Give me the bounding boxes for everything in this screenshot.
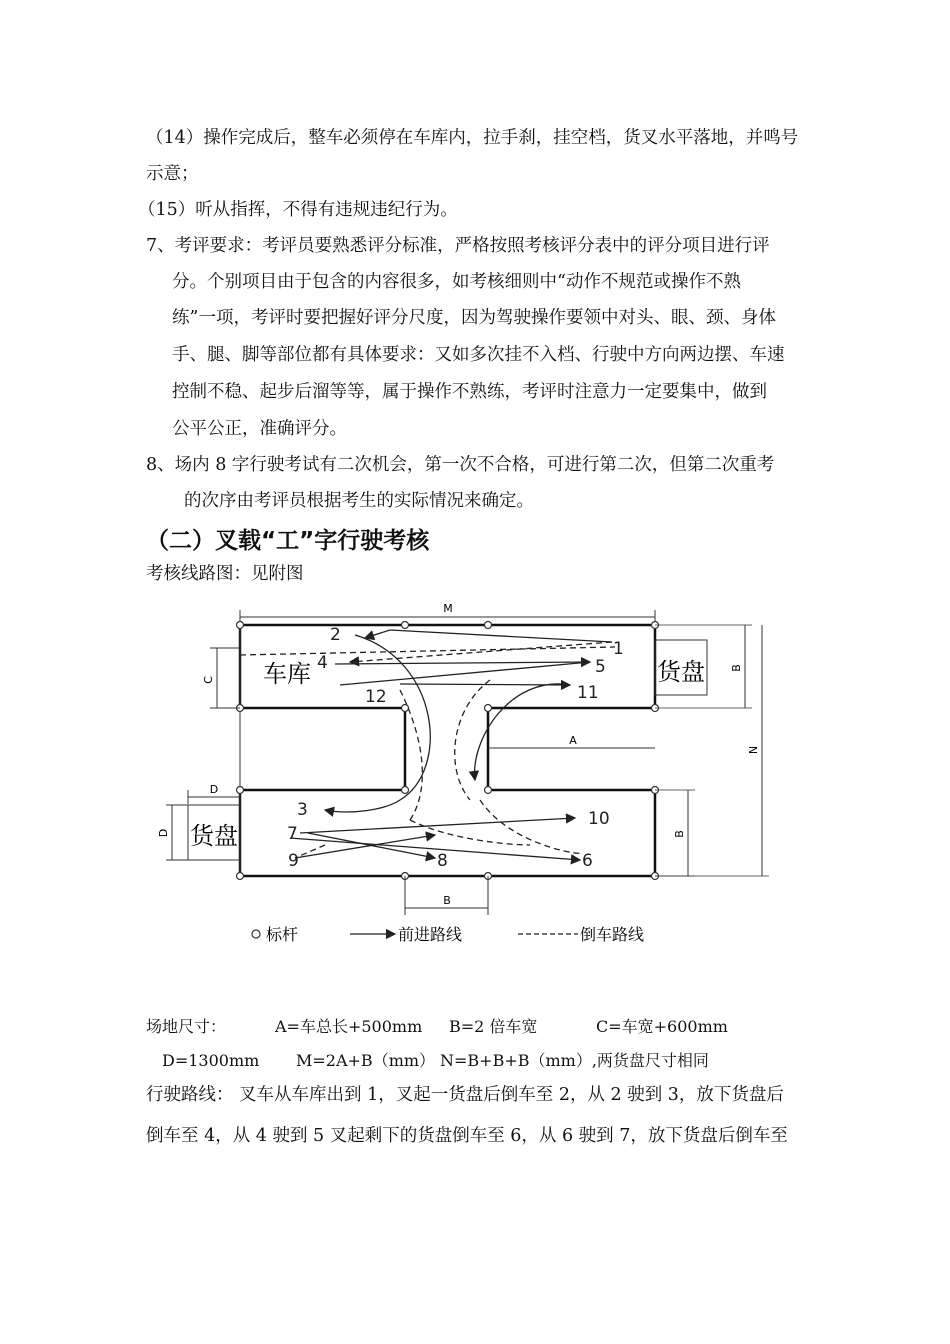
item15-line: （15）听从指挥，不得有违规违纪行为。 xyxy=(138,200,458,220)
dim-c xyxy=(202,648,240,708)
dim-a xyxy=(488,734,655,748)
dim-a-label: A xyxy=(569,734,577,747)
pallet-left-label: 货盘 xyxy=(190,822,238,850)
dim-b-base-label: B xyxy=(443,894,451,907)
item7-line1: 7、考评要求：考评员要熟悉评分标准，严格按照考核评分表中的评分项目进行评 xyxy=(146,236,770,256)
legend-reverse-label: 倒车路线 xyxy=(580,925,645,944)
dim-c-text: C=车宽+600mm xyxy=(596,1017,728,1036)
dim-b-top-label: B xyxy=(730,664,743,672)
dim-m xyxy=(240,602,655,626)
item8-line1: 8、场内 8 字行驶考试有二次机会，第一次不合格，可进行第二次，但第二次重考 xyxy=(146,455,775,475)
dim-b-base xyxy=(405,876,488,915)
item14-line1: （14）操作完成后，整车必须停在车库内，拉手刹，挂空档，货叉水平落地，并鸣号 xyxy=(146,128,799,148)
point-3: 3 xyxy=(297,800,308,820)
section-heading: （二）叉载“工”字行驶考核 xyxy=(146,528,430,554)
legend-forward-label: 前进路线 xyxy=(398,925,463,944)
point-11: 11 xyxy=(577,683,599,703)
dim-b-bottom xyxy=(655,790,695,876)
point-7: 7 xyxy=(287,824,298,844)
item7-line2: 分。个别项目由于包含的内容很多，如考核细则中“动作不规范或操作不熟 xyxy=(172,272,741,292)
pallet-right-label: 货盘 xyxy=(657,658,705,686)
point-4: 4 xyxy=(317,653,328,673)
item7-line3: 练”一项，考评时要把握好评分尺度，因为驾驶操作要领中对头、眼、颈、身体 xyxy=(172,308,776,328)
item7-line5: 控制不稳、起步后溜等等，属于操作不熟练，考评时注意力一定要集中，做到 xyxy=(172,382,767,402)
item8-line2: 的次序由考评员根据考生的实际情况来确定。 xyxy=(184,491,534,511)
dim-m-label: M xyxy=(443,602,453,615)
dim-n-text: N=B+B+B（mm）,两货盘尺寸相同 xyxy=(440,1051,709,1070)
point-10: 10 xyxy=(588,809,610,829)
dim-b-text: B=2 倍车宽 xyxy=(449,1017,538,1036)
route-map-label: 考核线路图：见附图 xyxy=(146,564,304,584)
dim-a-text: A=车总长+500mm xyxy=(275,1017,423,1036)
legend-marker-label: 标杆 xyxy=(266,925,299,944)
point-12: 12 xyxy=(365,687,387,707)
route-line2: 倒车至 4，从 4 驶到 5 叉起剩下的货盘倒车至 6，从 6 驶到 7，放下货盘后倒车至 xyxy=(146,1126,788,1146)
point-6: 6 xyxy=(582,851,593,871)
dim-d xyxy=(188,783,240,804)
point-1: 1 xyxy=(613,639,624,659)
dim-c-label: C xyxy=(202,676,215,684)
point-9: 9 xyxy=(288,851,299,871)
dims-label: 场地尺寸： xyxy=(146,1017,227,1036)
point-8: 8 xyxy=(437,851,448,871)
dim-b-bottom-label: B xyxy=(673,830,686,838)
item7-line6: 公平公正，准确评分。 xyxy=(172,419,347,439)
legend-marker-icon xyxy=(252,930,260,938)
point-2: 2 xyxy=(330,625,341,645)
dim-d-label: D xyxy=(209,783,219,796)
point-5: 5 xyxy=(595,657,606,677)
dim-m-text: M=2A+B（mm） xyxy=(296,1051,436,1070)
item7-line4: 手、腿、脚等部位都有具体要求：又如多次挂不入档、行驶中方向两边摆、车速 xyxy=(172,345,785,365)
dim-n-label: N xyxy=(747,745,760,755)
garage-label: 车库 xyxy=(263,660,311,688)
route-line1: 行驶路线： 叉车从车库出到 1，叉起一货盘后倒车至 2，从 2 驶到 3，放下货盘后 xyxy=(146,1085,784,1105)
dim-d-text: D=1300mm xyxy=(162,1051,260,1070)
dim-d-vertical-label: D xyxy=(157,828,170,838)
item14-line2: 示意； xyxy=(146,164,199,184)
legend xyxy=(252,925,644,944)
route-diagram xyxy=(150,590,780,950)
dim-d-vertical xyxy=(157,805,188,860)
